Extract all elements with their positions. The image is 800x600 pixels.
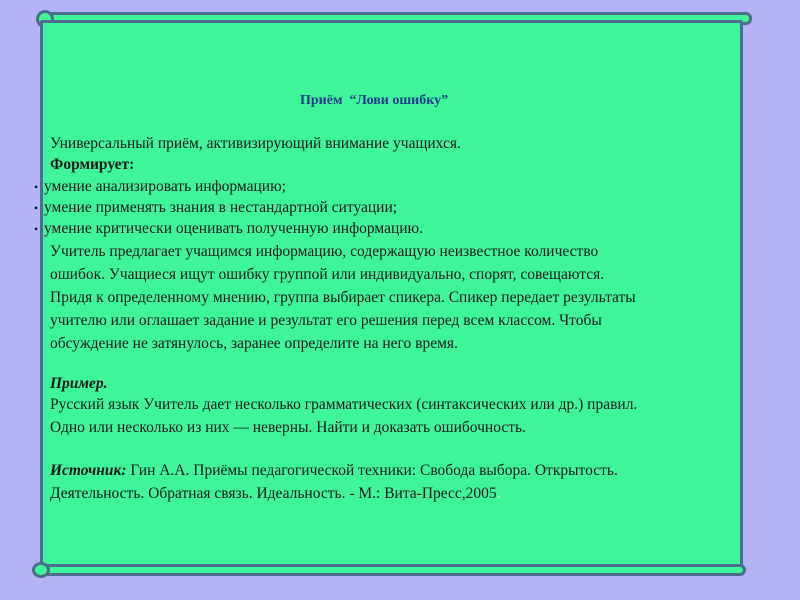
source-line [50, 485, 501, 503]
intro-text: Универсальный приём, активизирующий внимание учащихся. [50, 135, 461, 152]
description-line: обсуждение не затянулось, заранее определите на него время. [50, 335, 458, 352]
source-label: Источник: [50, 462, 127, 479]
bullet-icon: • [34, 201, 39, 215]
slide-title: Приём “Лови ошибку” [300, 93, 449, 108]
source-text: Гин А.А. Приёмы педагогической техники: Свобода выбора. Открытость. [126, 462, 618, 479]
bullet-text: умение анализировать информацию; [44, 178, 286, 195]
source-period: . [496, 485, 501, 502]
description-line: Учитель предлагает учащимся информацию, содержащую неизвестное количество [50, 243, 599, 260]
bullet-item [34, 199, 397, 217]
example-line: Русский язык Учитель дает несколько грамматических (синтаксических или др.) правил. [50, 396, 638, 413]
source-text: Деятельность. Обратная связь. Идеальность. - М.: Вита-Пресс,2005 [50, 485, 497, 502]
bullet-text: умение критически оценивать полученную информацию. [44, 220, 424, 237]
example-line: Одно или несколько из них — неверны. Найти и доказать ошибочность. [50, 419, 526, 436]
description-line: Придя к определенному мнению, группа выбирает спикера. Спикер передает результаты [50, 289, 636, 306]
bullet-icon: • [34, 180, 39, 194]
bullet-text: умение применять знания в нестандартной ситуации; [44, 199, 398, 216]
description-line: ошибок. Учащиеся ищут ошибку группой или индивидуально, спорят, совещаются. [50, 266, 605, 283]
source-line [50, 462, 618, 480]
example-label: Пример. [50, 375, 108, 392]
bullet-icon: • [34, 222, 39, 236]
description-line: учителю или оглашает задание и результат его решения перед всем классом. Чтобы [50, 312, 602, 329]
bullet-item [34, 178, 286, 196]
forms-label: Формирует: [50, 156, 135, 173]
bullet-item [34, 220, 423, 238]
